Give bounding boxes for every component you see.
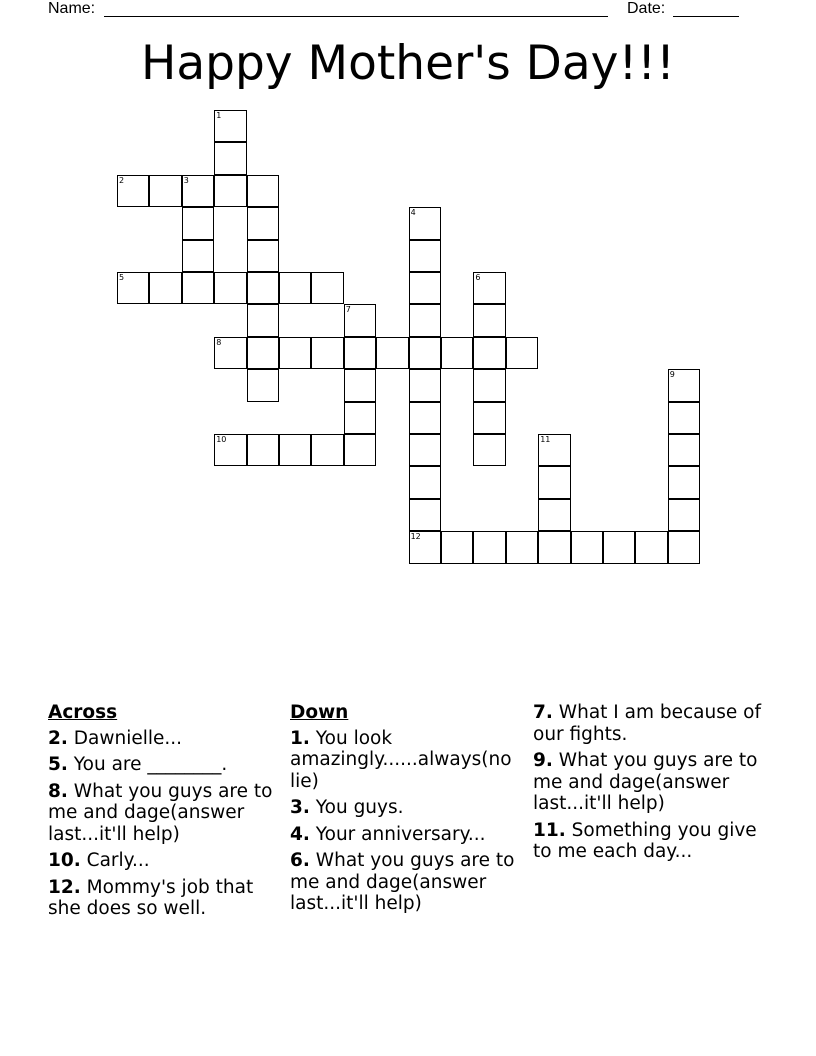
grid-cell[interactable]	[473, 402, 505, 434]
cell-number: 6	[475, 273, 481, 282]
page-title: Happy Mother's Day!!!	[140, 36, 675, 91]
grid-cell[interactable]	[182, 272, 214, 304]
grid-cell[interactable]	[344, 337, 376, 369]
down-clues-continued	[533, 702, 773, 868]
grid-cell[interactable]	[441, 531, 473, 563]
grid-cell[interactable]	[409, 272, 441, 304]
clue-number: 9.	[533, 750, 553, 771]
cell-number: 4	[410, 208, 416, 218]
grid-cell[interactable]	[247, 337, 279, 369]
clue-down-7	[533, 702, 773, 745]
clue-text: What you guys are to me and dage(answer last...it'll help)	[290, 850, 515, 914]
clue-text: What you guys are to me and dage(answer last...it'll help)	[533, 750, 758, 814]
clue-number: 12.	[48, 876, 81, 898]
grid-cell[interactable]	[214, 175, 246, 207]
clue-number: 3.	[290, 797, 310, 818]
across-heading: Across	[48, 702, 118, 723]
clue-number: 10.	[48, 850, 81, 871]
grid-cell[interactable]	[182, 240, 214, 272]
clue-down-1	[290, 728, 525, 793]
cell-number: 12	[410, 532, 421, 542]
clue-down-3	[290, 797, 525, 819]
grid-cell[interactable]	[214, 337, 246, 369]
grid-cell[interactable]	[344, 402, 376, 434]
clue-text: You guys.	[315, 797, 404, 818]
grid-cell[interactable]	[409, 304, 441, 336]
clue-number: 6.	[290, 850, 310, 871]
clue-number: 8.	[48, 780, 68, 802]
grid-cell[interactable]	[247, 272, 279, 304]
grid-cell[interactable]	[538, 499, 570, 531]
grid-cell[interactable]	[182, 207, 214, 239]
clue-down-4	[290, 824, 525, 846]
grid-cell[interactable]	[247, 175, 279, 207]
grid-cell[interactable]	[409, 207, 441, 239]
grid-cell[interactable]	[538, 531, 570, 563]
grid-cell[interactable]	[247, 240, 279, 272]
grid-cell[interactable]	[311, 434, 343, 466]
grid-cell[interactable]	[668, 499, 700, 531]
clue-number: 2.	[48, 727, 68, 749]
grid-cell[interactable]	[473, 337, 505, 369]
grid-cell[interactable]	[668, 369, 700, 401]
grid-cell[interactable]	[214, 434, 246, 466]
grid-cell[interactable]	[149, 175, 181, 207]
clue-text: You look amazingly......always(no lie)	[290, 727, 512, 792]
cell-number: 2	[119, 175, 125, 185]
grid-cell[interactable]	[473, 272, 505, 304]
grid-cell[interactable]	[247, 304, 279, 336]
clue-text: You are ________.	[73, 754, 228, 775]
grid-cell[interactable]	[247, 369, 279, 401]
grid-cell[interactable]	[344, 304, 376, 336]
clue-text: Your anniversary...	[315, 823, 486, 845]
grid-cell[interactable]	[538, 434, 570, 466]
cell-number: 1	[216, 111, 222, 120]
clue-text: What you guys are to me and dage(answer last...it'll help)	[48, 780, 273, 845]
cell-number: 10	[216, 435, 227, 444]
clue-across-10	[48, 850, 283, 872]
clue-number: 1.	[290, 727, 310, 749]
grid-cell[interactable]	[473, 369, 505, 401]
clue-number: 11.	[533, 819, 566, 841]
grid-cell[interactable]	[409, 240, 441, 272]
grid-cell[interactable]	[409, 337, 441, 369]
down-heading: Down	[290, 702, 349, 723]
grid-cell[interactable]	[473, 531, 505, 563]
cell-number: 11	[540, 435, 551, 444]
grid-cell[interactable]	[344, 434, 376, 466]
clue-number: 5.	[48, 754, 68, 775]
grid-cell[interactable]	[279, 434, 311, 466]
grid-cell[interactable]	[668, 434, 700, 466]
cell-number: 9	[669, 370, 675, 380]
grid-cell[interactable]	[117, 272, 149, 304]
grid-cell[interactable]	[182, 175, 214, 207]
grid-cell[interactable]	[409, 499, 441, 531]
clue-across-8	[48, 781, 283, 846]
clue-number: 4.	[290, 823, 310, 845]
grid-cell[interactable]	[668, 402, 700, 434]
cell-number: 8	[216, 337, 222, 347]
clue-across-12	[48, 877, 283, 920]
clue-down-11	[533, 820, 773, 863]
grid-cell[interactable]	[409, 531, 441, 563]
grid-cell[interactable]	[214, 142, 246, 174]
grid-cell[interactable]	[409, 466, 441, 498]
across-clues	[48, 702, 283, 925]
grid-cell[interactable]	[344, 369, 376, 401]
cell-number: 3	[183, 175, 189, 185]
grid-cell[interactable]	[247, 207, 279, 239]
grid-cell[interactable]	[311, 337, 343, 369]
grid-cell[interactable]	[668, 466, 700, 498]
grid-cell[interactable]	[376, 337, 408, 369]
grid-cell[interactable]	[506, 337, 538, 369]
grid-cell[interactable]	[409, 402, 441, 434]
clue-text: What I am because of our fights.	[533, 702, 761, 745]
name-label: Name:	[48, 0, 96, 17]
grid-cell[interactable]	[279, 337, 311, 369]
grid-cell[interactable]	[409, 369, 441, 401]
cell-number: 5	[119, 273, 125, 282]
clue-across-2	[48, 728, 283, 750]
clue-across-5	[48, 754, 283, 776]
grid-cell[interactable]	[571, 531, 603, 563]
grid-cell[interactable]	[117, 175, 149, 207]
down-clues	[290, 702, 525, 920]
clue-text: Something you give to me each day...	[533, 819, 757, 862]
clue-number: 7.	[533, 702, 553, 723]
grid-cell[interactable]	[473, 304, 505, 336]
grid-cell[interactable]	[603, 531, 635, 563]
clue-down-9	[533, 750, 773, 815]
grid-cell[interactable]	[538, 466, 570, 498]
grid-cell[interactable]	[311, 272, 343, 304]
clue-down-6	[290, 850, 525, 915]
date-label: Date:	[627, 0, 666, 17]
grid-cell[interactable]	[409, 434, 441, 466]
grid-cell[interactable]	[247, 434, 279, 466]
grid-cell[interactable]	[635, 531, 667, 563]
grid-cell[interactable]	[506, 531, 538, 563]
grid-cell[interactable]	[473, 434, 505, 466]
grid-cell[interactable]	[279, 272, 311, 304]
clue-text: Dawnielle...	[73, 727, 183, 749]
grid-cell[interactable]	[214, 110, 246, 142]
grid-cell[interactable]	[441, 337, 473, 369]
grid-cell[interactable]	[149, 272, 181, 304]
clue-text: Carly...	[86, 850, 150, 871]
cell-number: 7	[345, 305, 351, 315]
clue-text: Mommy's job that she does so well.	[48, 876, 254, 919]
grid-cell[interactable]	[668, 531, 700, 563]
grid-cell[interactable]	[214, 272, 246, 304]
